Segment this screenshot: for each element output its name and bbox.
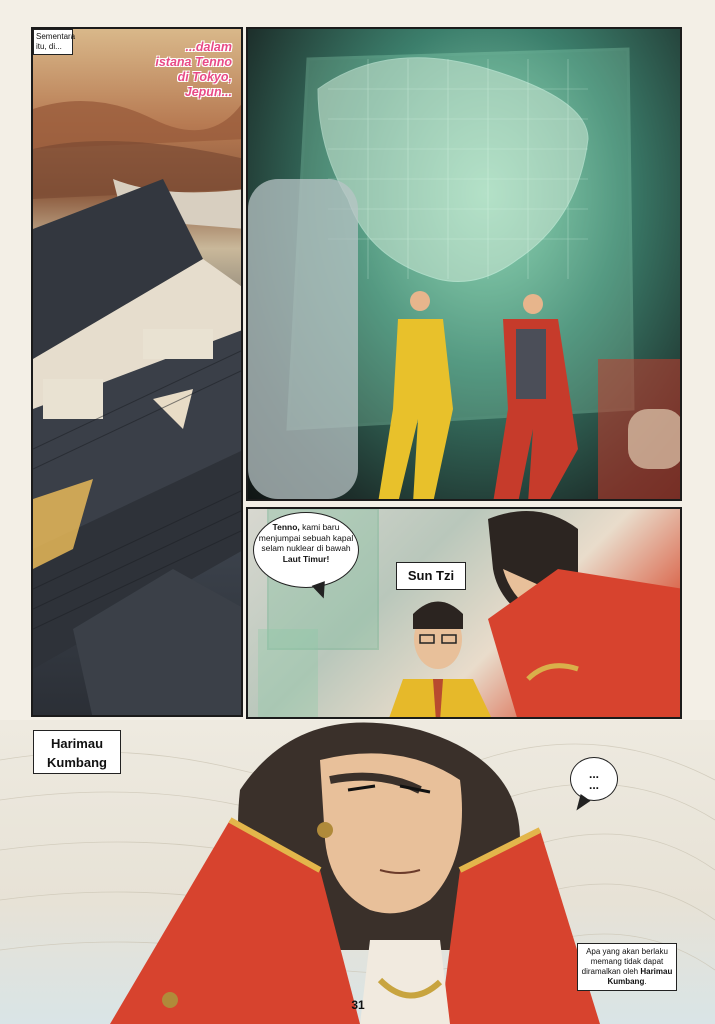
speech-bubble-tenno (253, 512, 359, 588)
caption-location: ...dalam istana Tenno di Tokyo, Jepun... (155, 40, 232, 99)
caption-narration (577, 943, 677, 991)
bubble-dots-line2: ... (588, 778, 599, 792)
panel-palace (31, 27, 243, 717)
caption-intro: Sementara itu, di... (33, 29, 73, 55)
narration-period: . (644, 977, 647, 986)
hologram-illustration (248, 29, 682, 501)
bubble-location: Laut Timur! (282, 553, 330, 564)
speech-bubble-silence (570, 757, 618, 801)
bubble-addressee: Tenno, (272, 522, 300, 532)
caption-harimau-kumbang (33, 730, 121, 774)
panel-hologram-map (246, 27, 682, 501)
sun-tzi-figure (388, 602, 493, 720)
bubble-dots-line1: ... (588, 767, 599, 781)
red-coat-profile (488, 511, 682, 719)
caption-sun-tzi: Sun Tzi (396, 562, 466, 590)
bubble-text: kami baru menjumpai sebuah kapal selam nuklear di bawah (258, 522, 354, 553)
narration-name: Harimau Kumbang (607, 967, 673, 986)
palace-illustration (33, 29, 243, 717)
narration-text: Apa yang akan berlaku memang tidak dapat diramalkan oleh (581, 947, 668, 976)
page-number: 31 (351, 998, 365, 1012)
caption-name-line2: Kumbang (47, 755, 107, 770)
caption-name-line1: Harimau (50, 736, 104, 751)
